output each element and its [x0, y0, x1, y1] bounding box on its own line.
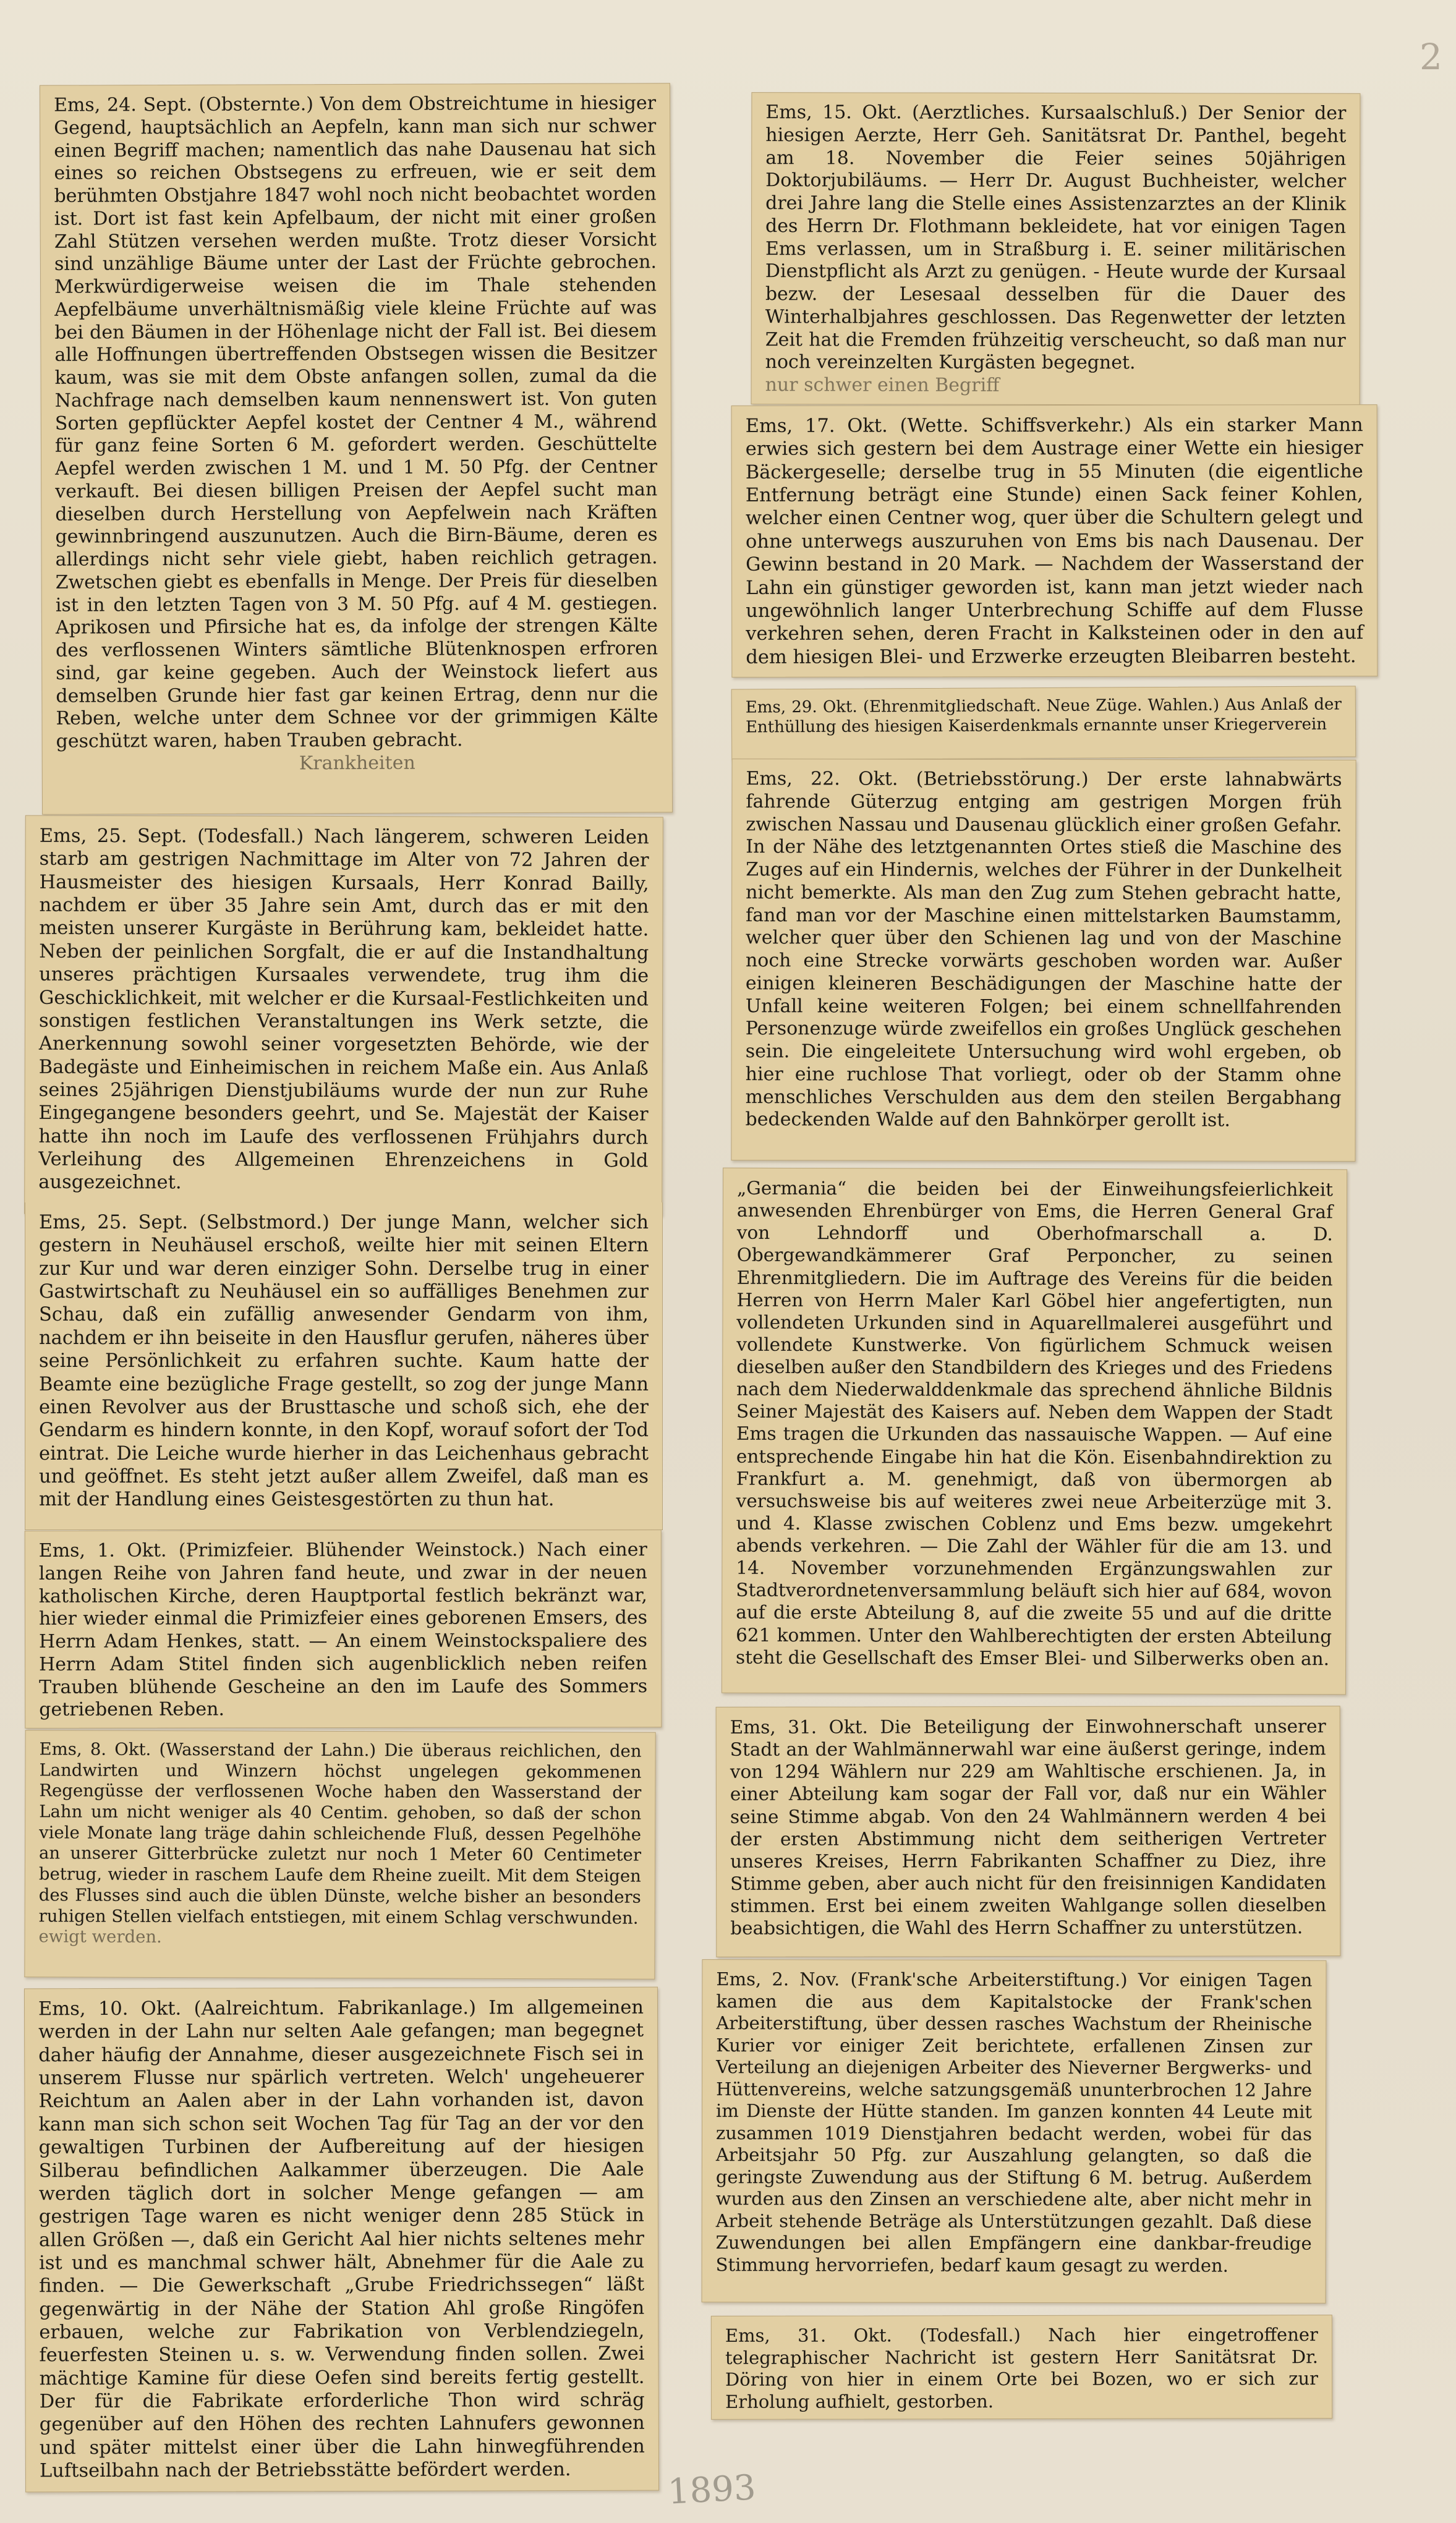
article-text: Ems, 24. Sept. (Obsternte.) Von dem Obstreichtume in hiesiger Gegend, hauptsächlich an Aepfeln, kann man sich nur schwer einen Begriff machen; namentlich das nahe Dausenau hat sich eines so reichen Obstsegens zu erfreuen, wie er seit dem berühmten Obstjahre 1847 wohl noch nicht beobachtet worden ist. Dort ist fast kein Apfelbaum, der nicht mit einer großen Zahl Stützen versehen werden mußte. Trotz dieser Vorsicht sind unzählige Bäume unter der Last der Früchte gebrochen. Merkwürdigerweise weisen die im Thale stehenden Aepfelbäume unverhältnismäßig viele kleine Früchte auf was bei den Bäumen in der Höhenlage nicht der Fall ist. Bei diesem alle Hoffnungen übertreffenden Obstsegen wissen die Besitzer kaum, was sie mit dem Obste anfangen sollen, zumal da die Nachfrage nach demselben kaum nennenswert ist. Von guten Sorten gepflückter Aepfel kostet der Centner 4 M., während für ganz feine Sorten 6 M. gefordert werden. Geschüttelte Aepfel werden zwischen 1 M. und 1 M. 50 Pfg. der Centner verkauft. Bei diesen billigen Preisen der Aepfel sucht man dieselben durch Herstellung von Aepfelwein nach Kräften gewinnbringend auszunutzen. Auch die Birn-Bäume, deren es allerdings nicht sehr viele giebt, haben reichlich getragen. Zwetschen giebt es ebenfalls in Menge. Der Preis für dieselben ist in den letzten Tagen von 3 M. 50 Pfg. auf 4 M. gestiegen. Aprikosen und Pfirsiche hat es, da infolge der strengen Kälte des verflossenen Winters sämtliche Blütenknospen erfroren sind, gar keine gegeben. Auch der Weinstock liefert aus demselben Grunde hier fast gar keinen Ertrag, denn nur die Reben, welche unter dem Schnee vor der grimmigen Kälte geschützt waren, haben Trauben gebracht.	[53, 92, 658, 752]
clipping-aalreichtum	[24, 1987, 659, 2493]
trailing-fragment: nur schwer einen Begriff	[765, 374, 1000, 396]
article-text: „Germania“ die beiden bei der Einweihungsfeierlichkeit anwesenden Ehrenbürger von Ems, die Herren General Graf von Lehndorff und Oberhofmarschall a. D. Obergewandkämmerer Graf Perponcher, zu seinen Ehrenmitgliedern. Die im Auftrage des Vereins für die beiden Herren von Herrn Maler Karl Göbel hier angefertigten, nun vollendeten Urkunden sind in Aquarellmalerei ausgeführt und vollendete Kunstwerke. Von figürlichem Schmuck weisen dieselben außer den Standbildern des Krieges und des Friedens nach dem Niederwalddenkmale das sprechend ähnliche Bildnis Seiner Majestät des Kaisers auf. Neben dem Wappen der Stadt Ems tragen die Urkunden das nassauische Wappen. — Auf eine entsprechende Eingabe hin hat die Kön. Eisenbahndirektion zu Frankfurt a. M. genehmigt, daß von übermorgen ab versuchsweise bis auf weiteres zwei neue Arbeiterzüge mit 3. und 4. Klasse zwischen Coblenz und Ems bezw. umgekehrt abends verkehren. — Die Zahl der Wähler für die am 13. und 14. November vorzunehmenden Ergänzungswahlen zur Stadtverordnetenversammlung beläuft sich hier auf 684, wovon auf die erste Abteilung 8, auf die zweite 55 und auf die dritte 621 kommen. Unter den Wahlberechtigten der ersten Abteilung steht die Gesellschaft des Emser Blei- und Silberwerks oben an.	[735, 1177, 1334, 1669]
clipping-betriebsstoerung	[731, 759, 1356, 1162]
clipping-obsternte	[40, 83, 673, 815]
clipping-todesfall-1	[24, 815, 663, 1216]
clipping-ehrenmitgliedschaft	[731, 686, 1356, 760]
article-text: Ems, 25. Sept. (Selbstmord.) Der junge Mann, welcher sich gestern in Neuhäusel erschoß, weilte hier mit seinen Eltern zur Kur und war deren einziger Sohn. Derselbe trug in einer Gastwirtschaft zu Neuhäusel ein so auffälliges Benehmen zur Schau, daß ein zufällig anwesender Gendarm von ihm, nachdem er ihn beiseite in den Hausflur gerufen, näheres über seine Persönlichkeit zu erfahren suchte. Kaum hatte der Beamte eine bezügliche Frage gestellt, so zog der junge Mann einen Revolver aus der Brusttasche und schoß sich, ehe der Gendarm es hindern konnte, in den Kopf, worauf sofort der Tod eintrat. Die Leiche wurde hierher in das Leichenhaus gebracht und geöffnet. Es steht jetzt außer allem Zweifel, daß man es mit der Handlung eines Geistesgestörten zu thun hat.	[39, 1212, 649, 1511]
clipping-selbstmord	[25, 1202, 663, 1530]
trailing-fragment: Krankheiten	[299, 752, 415, 775]
article-text: Ems, 25. Sept. (Todesfall.) Nach längerem, schweren Leiden starb am gestrigen Nachmittage im Alter von 72 Jahren der Hausmeister des hiesigen Kursaals, Herr Konrad Bailly, nachdem er über 35 Jahre sein Amt, durch das er mit den meisten unserer Kurgäste in Berührung kam, bekleidet hatte. Neben der peinlichen Sorgfalt, die er auf die Instandhaltung unseres prächtigen Kursaales verwendete, trug ihm die Geschicklichkeit, mit welcher er die Kursaal-Festlichkeiten und sonstigen festlichen Veranstaltungen ins Werk setzte, die Anerkennung sowohl seiner vorgesetzten Behörde, wie der Badegäste und Einheimischen in reichem Maße ein. Aus Anlaß seines 25jährigen Dienstjubiläums wurde der nun zur Ruhe Eingegangene besonders geehrt, und Se. Majestät der Kaiser hatte ihn noch im Laufe des verflossenen Frühjahrs durch Verleihung des Allgemeinen Ehrenzeichens in Gold ausgezeichnet.	[38, 825, 649, 1194]
year-note: 1893	[666, 2467, 757, 2512]
clipping-primizfeier	[25, 1530, 662, 1729]
clipping-arbeiterstiftung	[702, 1959, 1327, 2304]
article-text: Ems, 22. Okt. (Betriebsstörung.) Der erste lahnabwärts fahrende Güterzug entging am gestrigen Morgen früh zwischen Nassau und Dausenau glücklich einer großen Gefahr. In der Nähe des letztgenannten Ortes stieß die Maschine des Zuges auf ein Hindernis, welches der Führer in der Dunkelheit nicht bemerkte. Als man den Zug zum Stehen gebracht hatte, fand man vor der Maschine einen mittelstarken Baumstamm, welcher quer über den Schienen lag und von der Maschine noch eine Strecke vorwärts geschoben worden war. Außer einigen kleineren Beschädigungen der Maschine hatte der Unfall keine weiteren Folgen; bei einem schnellfahrenden Personenzuge würde zweifellos ein großes Unglück geschehen sein. Die eingeleitete Untersuchung wird wohl ergeben, ob hier eine ruchlose That vorliegt, oder ob der Stamm ohne menschliches Verschulden aus dem den steilen Bergabhang bedeckenden Walde auf den Bahnkörper gerollt ist.	[745, 768, 1342, 1131]
article-text: Ems, 31. Okt. (Todesfall.) Nach hier eingetroffener telegraphischer Nachricht ist gestern Herr Sanitätsrat Dr. Döring von hier in einem Orte bei Bozen, wo er sich zur Erholung aufhielt, gestorben.	[725, 2324, 1319, 2412]
article-text: Ems, 1. Okt. (Primizfeier. Blühender Weinstock.) Nach einer langen Reihe von Jahren fand heute, und zwar in der neuen katholischen Kirche, deren Hauptportal festlich bekränzt war, hier wieder einmal die Primizfeier eines geborenen Emsers, des Herrn Adam Henkes, statt. — An einem Weinstockspaliere des Herrn Adam Stitel finden sich augenblicklich neben reifen Trauben blühende Gescheine an den im Laufe des Sommers getriebenen Reben.	[38, 1539, 648, 1721]
article-text: Ems, 10. Okt. (Aalreichtum. Fabrikanlage.) Im allgemeinen werden in der Lahn nur selten Aale gefangen; man begegnet daher häufig der Annahme, dieser ausgezeichnete Fisch sei in unserem Flusse nur spärlich vertreten. Welch' ungeheuerer Reichtum an Aalen aber in der Lahn vorhanden ist, davon kann man sich schon seit Wochen Tag für Tag an der vor den gewaltigen Turbinen der Aufbereitung auf der hiesigen Silberau befindlichen Aalkammer überzeugen. Die Aale werden täglich dort in solcher Menge gefangen — am gestrigen Tage waren es nicht weniger denn 285 Stück in allen Größen —, daß ein Gericht Aal hier nichts seltenes mehr ist und es manchmal schwer hält, Abnehmer für die Aale zu finden. — Die Gewerkschaft „Grube Friedrichssegen“ läßt gegenwärtig in der Nähe der Station Ahl große Ringöfen erbauen, welche zur Fabrikation von Verblendziegeln, feuerfesten Steinen u. s. w. Verwendung finden sollen. Zwei mächtige Kamine für diese Oefen sind bereits fertig gestellt. Der für die Fabrikate erforderliche Thon wird schräg gegenüber auf den Höhen des rechten Lahnufers gewonnen und später mittelst einer über die Lahn hinwegführenden Luftseilbahn nach der Betriebsstätte befördert werden.	[38, 1996, 645, 2482]
article-text: Ems, 8. Okt. (Wasserstand der Lahn.) Die überaus reichlichen, den Landwirten und Winzern höchst ungelegen gekommenen Regengüsse der verflossenen Woche haben den Wasserstand der Lahn um nicht weniger als 40 Centim. gehoben, so daß der schon viele Monate lang träge dahin schleichende Fluß, dessen Pegelhöhe an unserer Gitterbrücke zuletzt nur noch 1 Meter 60 Centimeter betrug, wieder in raschem Laufe dem Rheine zueilt. Mit dem Steigen des Flusses sind auch die üblen Dünste, welche bisher an besonders ruhigen Stellen vielfach entstiegen, mit einem Schlag verschwunden.	[38, 1739, 642, 1928]
page-number: 2	[1420, 36, 1442, 78]
clipping-wahlmaennerwahl	[716, 1706, 1341, 1957]
clipping-todesfall-2	[711, 2315, 1332, 2420]
article-text: Ems, 29. Okt. (Ehrenmitgliedschaft. Neue Züge. Wahlen.) Aus Anlaß der Enthüllung des hiesigen Kaiserdenkmals ernannte unser Kriegerverein	[745, 695, 1342, 737]
clipping-aerztliches	[751, 92, 1361, 406]
clipping-wette	[731, 404, 1378, 678]
clipping-germania	[722, 1168, 1347, 1695]
article-text: Ems, 2. Nov. (Frank'sche Arbeiterstiftung.) Vor einigen Tagen kamen die aus dem Kapitalstocke der Frank'schen Arbeiterstiftung, über dessen rasches Wachstum der Rheinische Kurier vor einiger Zeit berichtete, erfallenen Zinsen zur Verteilung an diejenigen Arbeiter des Nieverner Bergwerks- und Hüttenvereins, welche satzungsgemäß ununterbrochen 12 Jahre im Dienste der Hütte standen. Im ganzen konnten 44 Leute mit zusammen 1019 Dienstjahren bedacht werden, wobei für das Arbeitsjahr 50 Pfg. zur Auszahlung gelangten, so daß die geringste Zuwendung aus der Stiftung 6 M. betrug. Außerdem wurden aus den Zinsen an verschiedene alte, aber nicht mehr in Arbeit stehende Beträge als Unterstützungen gezahlt. Daß diese Zuwendungen bei allen Empfängern eine dankbar-freudige Stimmung hervorriefen, bedarf kaum gesagt zu werden.	[715, 1968, 1313, 2276]
trailing-fragment: ewigt werden.	[38, 1926, 162, 1947]
clipping-wasserstand	[24, 1730, 655, 1980]
article-text: Ems, 15. Okt. (Aerztliches. Kursaalschluß.) Der Senior der hiesigen Aerzte, Herr Geh. Sanitätsrat Dr. Panthel, begeht am 18. November die Feier seines 50jährigen Doktorjubiläums. — Herr Dr. August Buchheister, welcher drei Jahre lang die Stelle eines Assistenzarztes an der Klinik des Herrn Dr. Flothmann bekleidete, hat vor einigen Tagen Ems verlassen, um in Straßburg i. E. seiner militärischen Dienstpflicht als Arzt zu genügen. - Heute wurde der Kursaal bezw. der Lesesaal desselben für die Dauer des Winterhalbjahres geschlossen. Das Regenwetter der letzten Zeit hat die Fremden frühzeitig verscheucht, so daß man nur noch vereinzelten Kurgästen begegnet.	[765, 101, 1347, 374]
article-text: Ems, 31. Okt. Die Beteiligung der Einwohnerschaft unserer Stadt an der Wahlmännerwahl war eine äußerst geringe, indem von 1294 Wählern nur 229 am Wahltische erschienen. Ja, in einer Abteilung kam sogar der Fall vor, daß nur ein Wähler seine Stimme abgab. Von den 24 Wahlmännern werden 4 bei der ersten Abstimmung nicht dem seitherigen Vertreter unseres Kreises, Herrn Fabrikanten Schaffner zu Diez, ihre Stimme geben, aber auch nicht für den freisinnigen Kandidaten stimmen. Erst bei einem zweiten Wahlgange sollen dieselben beabsichtigen, die Wahl des Herrn Schaffner zu unterstützen.	[730, 1716, 1327, 1939]
article-text: Ems, 17. Okt. (Wette. Schiffsverkehr.) Als ein starker Mann erwies sich gestern bei dem Austrage einer Wette ein hiesiger Bäckergeselle; derselbe trug in 55 Minuten (die eigentliche Entfernung beträgt eine Stunde) einen Sack feiner Kohlen, welcher einen Centner wog, quer über die Schultern gelegt und ohne unterwegs auszuruhen von Ems bis nach Dausenau. Der Gewinn bestand in 20 Mark. — Nachdem der Wasserstand der Lahn ein günstiger geworden ist, kann man jetzt wieder nach ungewöhnlich langer Unterbrechung Schiffe auf dem Flusse verkehren sehen, deren Fracht in Kalksteinen oder in den auf dem hiesigen Blei- und Erzwerke erzeugten Bleibarren besteht.	[745, 414, 1364, 668]
